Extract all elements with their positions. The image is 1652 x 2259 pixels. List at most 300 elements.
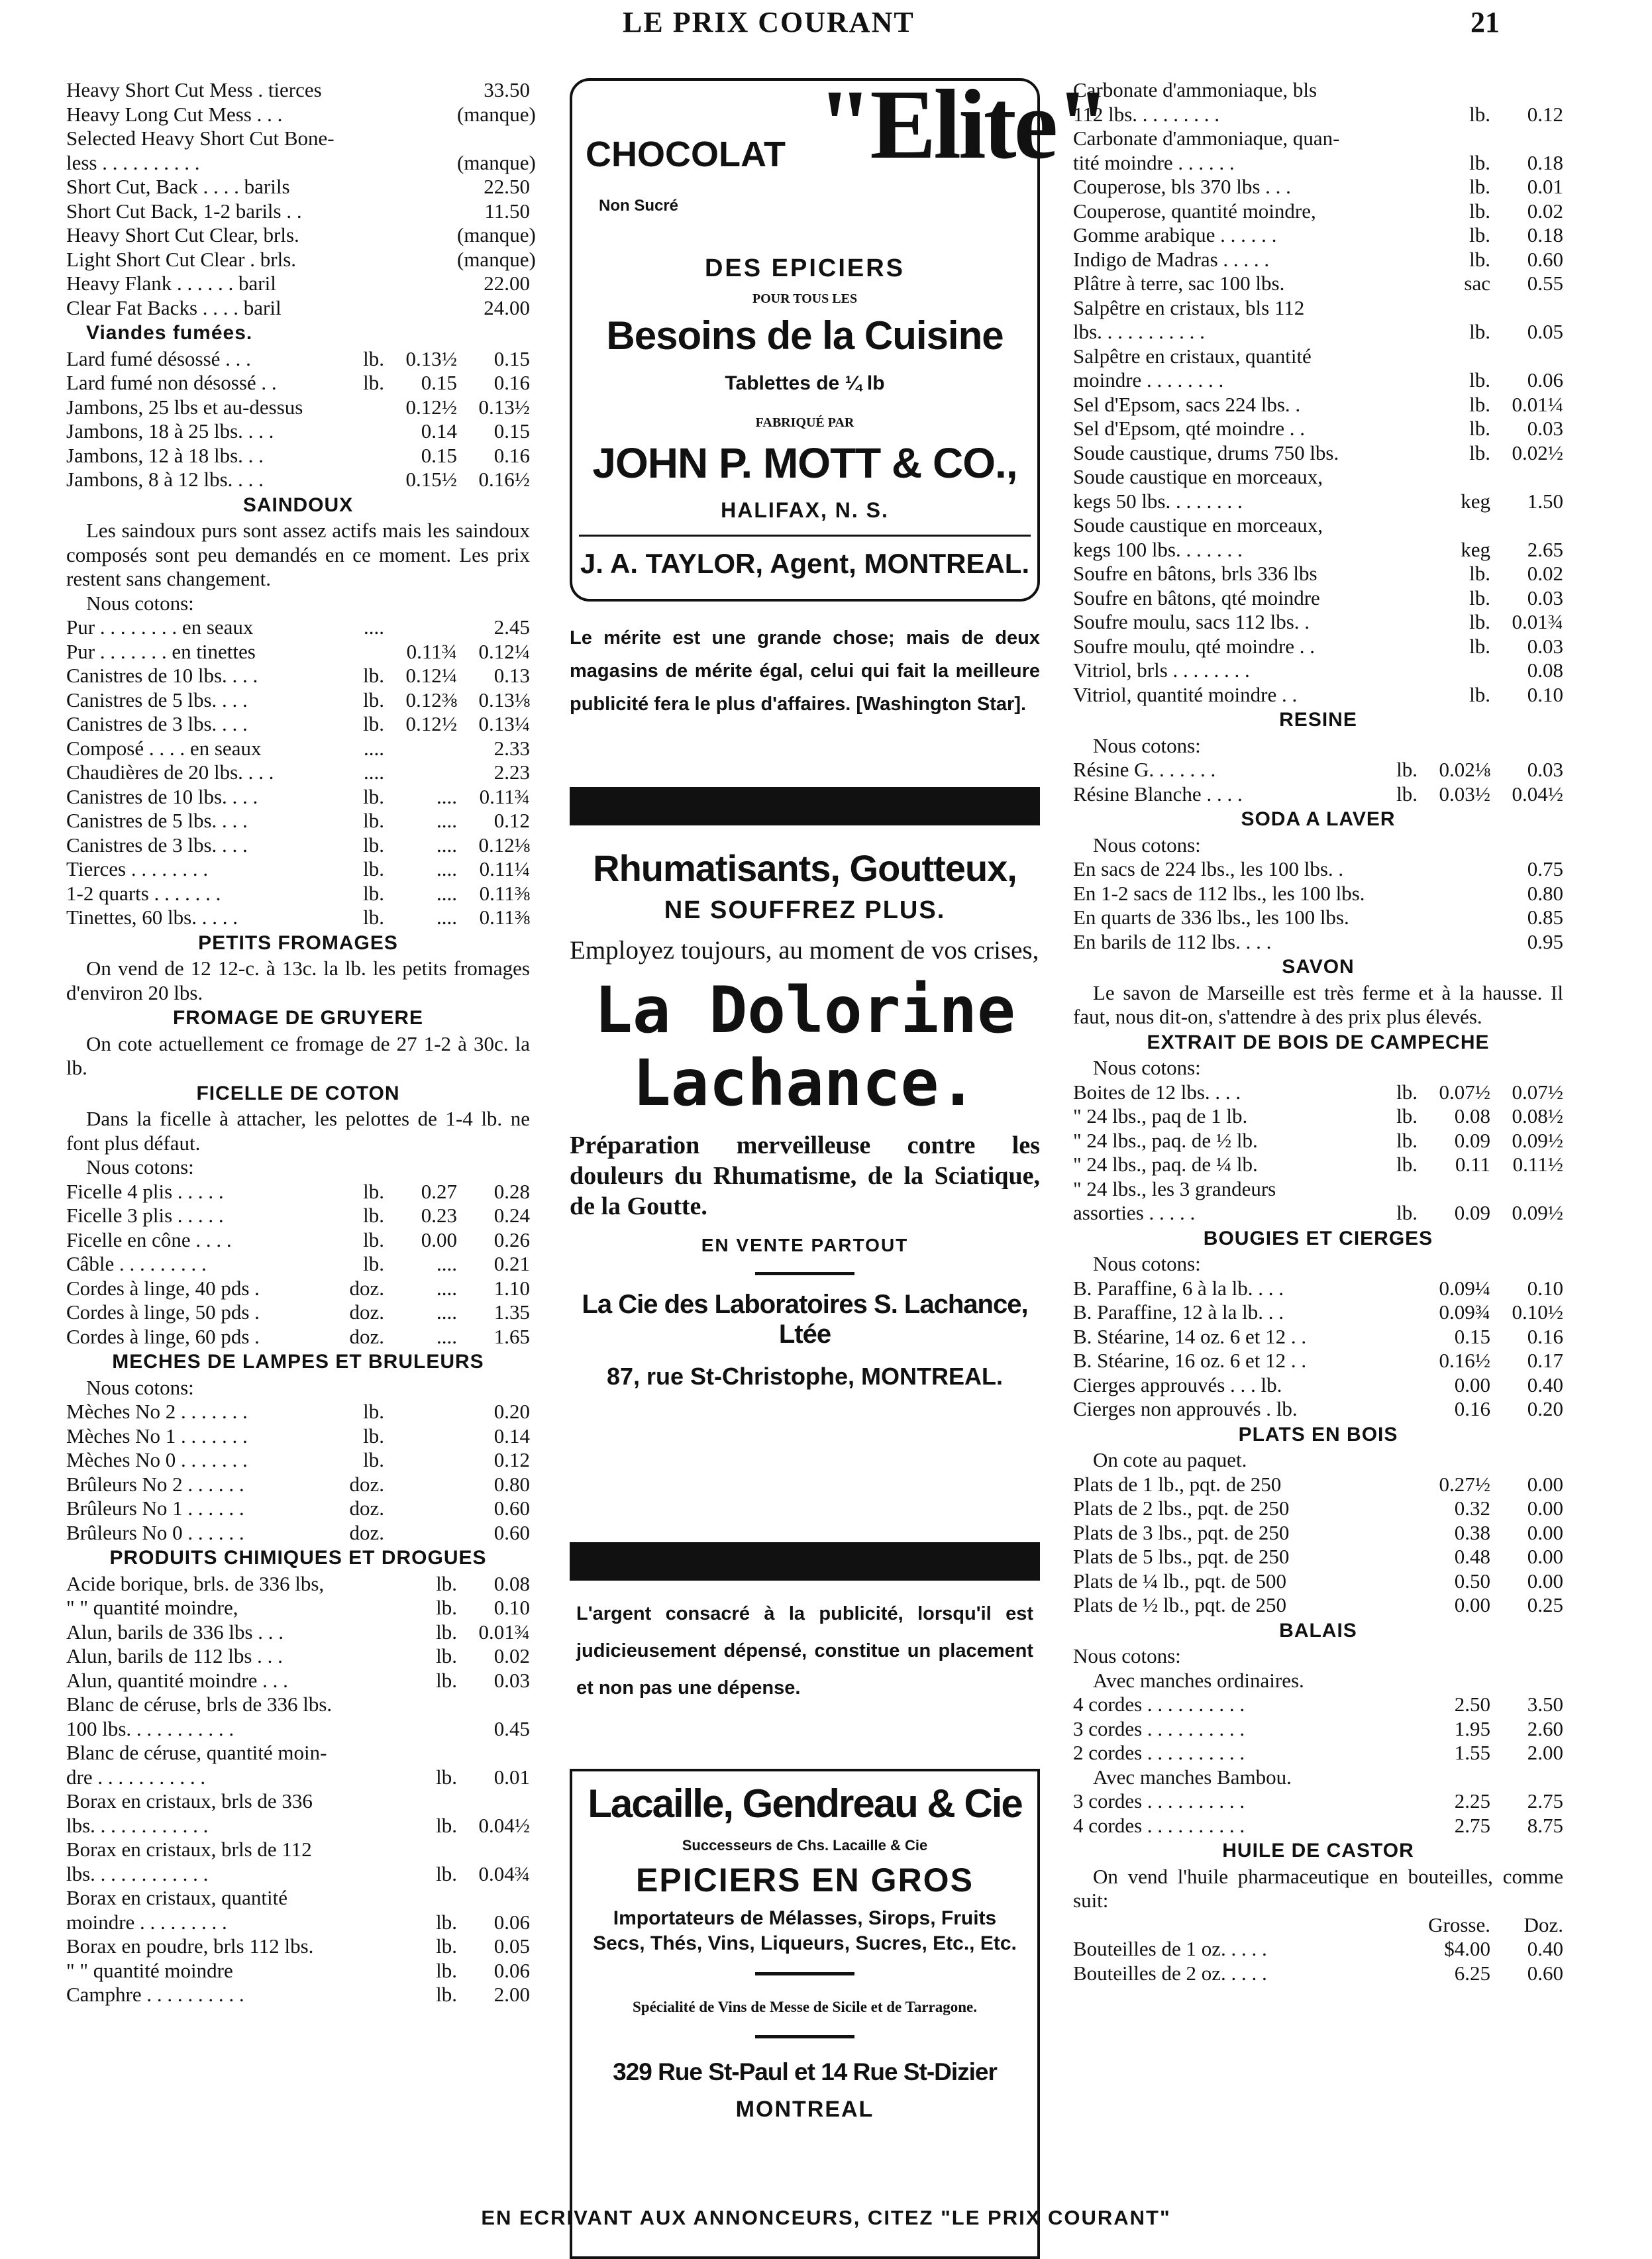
divider <box>755 2035 854 2038</box>
meches-list <box>66 1400 530 1545</box>
cell-n: En 1-2 sacs de 112 lbs., les 100 lbs. <box>1073 881 1365 905</box>
col-head: Grosse. <box>1428 1913 1490 1936</box>
cell-w: 0.16 <box>493 443 530 467</box>
cell-u: lb. <box>1469 175 1490 198</box>
cell-n: Canistres de 3 lbs. . . . <box>66 833 248 857</box>
cell-u: lb. <box>363 688 384 711</box>
cell-u: lb. <box>363 881 384 905</box>
cell-n: Selected Heavy Short Cut Bone- <box>66 127 335 150</box>
viandes-list <box>66 347 530 492</box>
cell-v: 1.50 <box>1527 489 1563 513</box>
cell-n: Lard fumé non désossé . . <box>66 371 277 394</box>
cell-n: Soufre en bâtons, qté moindre <box>1073 586 1320 609</box>
list-item <box>66 444 530 468</box>
cell-u: lb. <box>436 1862 457 1885</box>
list-item <box>66 1838 530 1862</box>
list-item <box>1073 758 1563 782</box>
cell-w: 0.16 <box>1527 1324 1563 1348</box>
cell-n: 100 lbs. . . . . . . . . . . <box>66 1716 234 1740</box>
cell-w: 8.75 <box>1527 1813 1563 1837</box>
list-item <box>66 102 536 127</box>
cell-v <box>384 272 457 296</box>
cell-n: Résine Blanche . . . . <box>1073 782 1243 806</box>
cell-u: lb. <box>1469 223 1490 246</box>
cell-v: 0.03½ <box>1439 782 1490 806</box>
ad-text: DES EPICIERS <box>704 254 905 282</box>
cell-u: lb. <box>1469 610 1490 633</box>
list-item <box>1073 906 1563 930</box>
list-item <box>1073 1325 1563 1349</box>
cell-n: 1-2 quarts . . . . . . . <box>66 881 221 905</box>
nous-cotons: Nous cotons: <box>86 1155 194 1179</box>
cell-v: 0.02 <box>1527 199 1563 223</box>
quote-argent: L'argent consacré à la publicité, lorsqu'il est judicieusement dépensé, constitue un placement et non pas une dépense. <box>576 1603 1033 1699</box>
list-item <box>1073 151 1563 176</box>
list-item <box>1073 1545 1563 1569</box>
cell-n: Canistres de 10 lbs. . . . <box>66 664 258 687</box>
cell-n: Alun, quantité moindre . . . <box>66 1668 288 1692</box>
list-item <box>1073 1104 1563 1129</box>
cell-v <box>1490 78 1563 103</box>
cell-u <box>318 395 384 420</box>
ficelle-list <box>66 1180 530 1349</box>
section-title: PETITS FROMAGES <box>198 931 398 954</box>
cell-v <box>384 223 457 248</box>
cell-v: 1.95 <box>1454 1716 1490 1740</box>
cell-u: lb. <box>1396 1104 1418 1128</box>
section-title: RESINE <box>1279 709 1357 731</box>
cell-n: Plats de 3 lbs., pqt. de 250 <box>1073 1520 1290 1544</box>
paragraph: Dans la ficelle à attacher, les pelottes de 1-4 lb. ne font plus défaut. <box>66 1107 530 1155</box>
cell-w <box>457 127 530 151</box>
cell-v: 0.01¾ <box>1512 610 1563 633</box>
cell-n: Salpêtre en cristaux, bls 112 <box>1073 295 1305 319</box>
nous-cotons: Nous cotons: <box>1073 1644 1181 1667</box>
cell-u: lb. <box>1469 102 1490 126</box>
cell-u: lb. <box>436 1644 457 1667</box>
cell-w: 0.06 <box>493 1958 530 1982</box>
cell-n: Acide borique, brls. de 336 lbs, <box>66 1571 325 1595</box>
ad-text: 329 Rue St-Paul et 14 Rue St-Dizier <box>613 2058 997 2085</box>
cell-u: lb. <box>363 857 384 880</box>
cell-u <box>1424 465 1490 490</box>
list-item <box>66 761 530 785</box>
cell-n: Plats de ½ lb., pqt. de 250 <box>1073 1593 1287 1616</box>
cell-n: Borax en cristaux, quantité <box>66 1886 288 1909</box>
cell-n: 3 cordes . . . . . . . . . . <box>1073 1789 1245 1812</box>
cell-v: 0.12½ <box>405 395 457 419</box>
cell-u: lb. <box>1469 392 1490 416</box>
cell-w: 0.12¼ <box>478 639 530 663</box>
cell-n: Mèches No 1 . . . . . . . <box>66 1424 248 1447</box>
cell-w: 0.45 <box>493 1716 530 1740</box>
divider <box>755 1972 854 1975</box>
list-item <box>66 712 530 737</box>
cell-n: kegs 100 lbs. . . . . . . <box>1073 537 1243 561</box>
cell-n: Plats de ¼ lb., pqt. de 500 <box>1073 1569 1287 1593</box>
list-item <box>1073 658 1563 683</box>
cell-u: lb. <box>1396 1080 1418 1104</box>
list-item <box>1073 1373 1563 1398</box>
cell-v <box>1490 296 1563 321</box>
cell-n: Boites de 12 lbs. . . . <box>1073 1080 1241 1104</box>
cell-v: .... <box>437 1252 457 1275</box>
cell-n: Pur . . . . . . . en tinettes <box>66 639 256 663</box>
cell-v: 0.15 <box>1454 1324 1490 1348</box>
cell-u: doz. <box>349 1324 384 1348</box>
resine-list <box>1073 758 1563 806</box>
list-item <box>1073 635 1563 659</box>
cell-v: 0.02½ <box>1512 441 1563 464</box>
divider <box>755 1272 854 1275</box>
cell-v: 0.16 <box>1454 1397 1490 1420</box>
ad-text: J. A. TAYLOR, Agent, MONTREAL. <box>580 548 1030 579</box>
cell-n: Chaudières de 20 lbs. . . . <box>66 761 274 784</box>
list-item <box>66 468 530 492</box>
ad-text: JOHN P. MOTT & CO., <box>592 439 1017 487</box>
cell-w: 0.05 <box>493 1934 530 1958</box>
cell-n: moindre . . . . . . . . . <box>66 1910 227 1934</box>
list-item <box>66 737 530 761</box>
cell-v: 0.01 <box>1527 175 1563 198</box>
list-item <box>66 1669 530 1693</box>
cell-w: 0.11⅜ <box>479 881 530 905</box>
cell-w: 0.08 <box>493 1571 530 1595</box>
cell-u: lb. <box>1396 1201 1418 1224</box>
cell-v: 0.00 <box>421 1228 457 1251</box>
list-item <box>1073 513 1563 538</box>
cell-u <box>1351 1177 1418 1202</box>
cell-n: Soude caustique, drums 750 lbs. <box>1073 441 1339 464</box>
cell-w: 0.03 <box>1527 758 1563 781</box>
ad-text: Tablettes de ¼ lb <box>725 372 885 394</box>
cell-w: 0.12 <box>493 809 530 832</box>
cell-n: 4 cordes . . . . . . . . . . <box>1073 1693 1245 1716</box>
cell-u: lb. <box>363 1204 384 1227</box>
list-item <box>66 1644 530 1669</box>
cell-v <box>384 1497 457 1521</box>
cell-u: lb. <box>436 1983 457 2006</box>
cell-n: B. Paraffine, 6 à la lb. . . . <box>1073 1276 1284 1300</box>
cell-u: lb. <box>1469 199 1490 223</box>
cell-u: lb. <box>363 1400 384 1423</box>
cell-u: lb. <box>1469 417 1490 440</box>
list-item <box>66 785 530 810</box>
cell-v: 0.00 <box>1454 1373 1490 1396</box>
cell-u: lb. <box>1396 782 1418 806</box>
cell-n: Soude caustique en morceaux, <box>1073 465 1323 488</box>
cell-n: tité moindre . . . . . . <box>1073 150 1235 174</box>
cell-n: Bouteilles de 1 oz. . . . . <box>1073 1937 1267 1960</box>
ad-text: EPICIERS EN GROS <box>636 1862 974 1899</box>
cell-v: .... <box>437 1324 457 1348</box>
cell-w: 0.01¾ <box>478 1620 530 1644</box>
cell-n: " 24 lbs., les 3 grandeurs <box>1073 1177 1276 1200</box>
cell-v: 0.07½ <box>1439 1080 1490 1104</box>
list-item <box>66 1180 530 1204</box>
cell-n: Ficelle en cône . . . . <box>66 1228 232 1251</box>
list-item <box>1073 1814 1563 1838</box>
cell-n: Cordes à linge, 50 pds . <box>66 1300 260 1324</box>
list-item <box>66 247 536 272</box>
list-item <box>1073 1741 1563 1765</box>
cell-n: Composé . . . . en seaux <box>66 736 262 760</box>
list-item <box>66 1934 530 1959</box>
cell-u <box>318 444 384 468</box>
cell-w <box>457 1693 530 1717</box>
cell-n: Bouteilles de 2 oz. . . . . <box>1073 1961 1267 1985</box>
cell-u: lb. <box>1469 441 1490 464</box>
cell-w <box>457 1886 530 1911</box>
cell-n: Alun, barils de 112 lbs . . . <box>66 1644 283 1667</box>
cell-w <box>457 1789 530 1814</box>
cell-w: (manque) <box>457 150 536 174</box>
cell-n: Salpêtre en cristaux, quantité <box>1073 344 1312 368</box>
cell-u <box>391 1717 457 1742</box>
section-title: EXTRAIT DE BOIS DE CAMPECHE <box>1147 1031 1490 1053</box>
cell-w: (manque) <box>457 102 536 126</box>
list-item <box>1073 199 1563 224</box>
cell-w: 0.15 <box>493 419 530 443</box>
cell-u <box>391 1693 457 1717</box>
cell-u <box>1424 513 1490 538</box>
cell-u: lb. <box>363 371 384 394</box>
subheading: Avec manches Bambou. <box>1093 1765 1292 1789</box>
ad-text: Rhumatisants, Goutteux, <box>593 847 1017 889</box>
ad-text: La Dolorine <box>594 973 1015 1047</box>
cell-u: lb. <box>1469 562 1490 585</box>
cell-w: 0.80 <box>493 1472 530 1496</box>
ad-text: Préparation merveilleuse contre les douleurs du Rhumatisme, de la Sciatique, de la Goutte. <box>570 1131 1040 1220</box>
list-item <box>66 1300 530 1325</box>
nous-cotons: Nous cotons: <box>1093 733 1201 757</box>
cell-w: 0.10 <box>493 1596 530 1619</box>
list-item <box>66 1228 530 1253</box>
cell-n: Plats de 5 lbs., pqt. de 250 <box>1073 1545 1290 1568</box>
section-title: BOUGIES ET CIERGES <box>1203 1227 1433 1249</box>
cell-u: lb. <box>363 1228 384 1251</box>
cell-v: 0.06 <box>1527 368 1563 392</box>
cell-u: lb. <box>436 1571 457 1595</box>
cell-u <box>391 1741 457 1765</box>
cell-n: Soufre moulu, qté moindre . . <box>1073 634 1316 658</box>
section-title: Viandes fumées. <box>86 322 253 344</box>
cell-n: B. Stéarine, 14 oz. 6 et 12 . . <box>1073 1324 1307 1348</box>
cell-w: 0.04½ <box>478 1813 530 1837</box>
list-item <box>1073 127 1563 151</box>
nous-cotons: Nous cotons: <box>1093 1252 1201 1275</box>
chem-list <box>1073 78 1563 707</box>
list-item <box>1073 248 1563 272</box>
section-title: SAINDOUX <box>242 494 354 516</box>
cell-n: Plâtre à terre, sac 100 lbs. <box>1073 272 1285 295</box>
cell-w: 0.60 <box>1527 1961 1563 1985</box>
cell-v: 0.15 <box>421 443 457 467</box>
list-item <box>66 1424 530 1449</box>
ad-text: EN VENTE PARTOUT <box>701 1235 909 1255</box>
cell-w <box>1490 1177 1563 1202</box>
cell-w: 0.02 <box>493 1644 530 1667</box>
cell-v <box>384 127 457 151</box>
cell-u: lb. <box>1469 247 1490 271</box>
cell-v: 0.23 <box>421 1204 457 1227</box>
cell-w: 2.75 <box>1527 1789 1563 1812</box>
ad-text: Spécialité de Vins de Messe de Sicile et de Tarragone. <box>632 1999 977 2015</box>
list-item <box>66 1521 530 1546</box>
cell-n: B. Paraffine, 12 à la lb. . . <box>1073 1300 1284 1324</box>
cell-n: kegs 50 lbs. . . . . . . . <box>1073 489 1243 513</box>
list-item <box>66 1448 530 1473</box>
cell-u: lb. <box>436 1910 457 1934</box>
cell-w: 0.25 <box>1527 1593 1563 1616</box>
ad-text: Lachance. <box>632 1046 978 1120</box>
cell-v: 2.75 <box>1454 1813 1490 1837</box>
cell-n: Mèches No 2 . . . . . . . <box>66 1400 248 1423</box>
list-item <box>66 272 530 296</box>
cell-n: Heavy Short Cut Mess . tierces <box>66 78 322 101</box>
list-item <box>1073 1693 1563 1717</box>
cell-v: 0.60 <box>1527 247 1563 271</box>
cell-v: 0.02 <box>1527 562 1563 585</box>
cell-v <box>384 1473 457 1497</box>
cell-w: 0.60 <box>493 1497 530 1520</box>
list-item <box>1073 1937 1563 1962</box>
cell-v: $4.00 <box>1444 1937 1490 1960</box>
cell-v: .... <box>437 881 457 905</box>
ad-text: Successeurs de Chs. Lacaille & Cie <box>682 1837 928 1854</box>
cell-u <box>318 640 384 664</box>
list-item <box>66 688 530 713</box>
cell-w: 2.33 <box>493 736 530 760</box>
cell-w: 0.21 <box>493 1252 530 1275</box>
cell-w: 0.09½ <box>1512 1201 1563 1224</box>
cell-n: lbs. . . . . . . . . . . <box>1073 320 1205 343</box>
cell-w: (manque) <box>457 223 536 246</box>
list-item <box>66 833 530 858</box>
list-item <box>66 882 530 906</box>
list-item <box>1073 223 1563 248</box>
cell-n: En sacs de 224 lbs., les 100 lbs. . <box>1073 857 1344 880</box>
cell-v: 0.55 <box>1527 272 1563 295</box>
cell-w: 0.11¾ <box>479 784 530 808</box>
cell-w: 0.00 <box>1527 1520 1563 1544</box>
cell-v <box>384 737 457 761</box>
extrait-list <box>1073 1080 1563 1226</box>
cell-u: lb. <box>1469 634 1490 658</box>
cell-n: Canistres de 5 lbs. . . . <box>66 688 248 711</box>
cell-n: assorties . . . . . <box>1073 1201 1196 1224</box>
cell-v <box>1418 1177 1490 1202</box>
cell-n: Jambons, 12 à 18 lbs. . . <box>66 443 264 467</box>
cell-n: Couperose, quantité moindre, <box>1073 199 1316 223</box>
list-item <box>1073 1497 1563 1521</box>
list-item <box>1073 1153 1563 1177</box>
list-item <box>1073 78 1563 103</box>
cell-w: 0.85 <box>1527 906 1563 929</box>
cell-w: 2.00 <box>1527 1741 1563 1764</box>
cell-w: 0.04½ <box>1512 782 1563 806</box>
list-item <box>66 1693 530 1717</box>
cell-w: 0.13 <box>493 664 530 687</box>
cell-v: 0.14 <box>421 419 457 443</box>
cell-v: 0.18 <box>1527 223 1563 246</box>
saindoux-list <box>66 615 530 930</box>
list-item <box>1073 1300 1563 1325</box>
list-item <box>66 199 530 224</box>
cell-n: Vitriol, brls . . . . . . . . <box>1073 658 1250 682</box>
list-item <box>1073 320 1563 344</box>
cell-v <box>384 1400 457 1424</box>
cell-n: Sel d'Epsom, qté moindre . . <box>1073 417 1305 440</box>
cell-n: B. Stéarine, 16 oz. 6 et 12 . . <box>1073 1349 1307 1372</box>
cell-u: lb. <box>1469 368 1490 392</box>
cell-v: 0.13½ <box>405 346 457 370</box>
cell-v: .... <box>437 1300 457 1324</box>
list-item <box>66 150 536 176</box>
cell-n: Short Cut Back, 1-2 barils . . <box>66 199 302 223</box>
cell-u: .... <box>364 736 384 760</box>
cell-v: .... <box>437 784 457 808</box>
nous-cotons: Nous cotons: <box>1093 833 1201 857</box>
journal-title: LE PRIX COURANT <box>623 6 915 38</box>
cell-v <box>1490 513 1563 538</box>
list-item <box>66 1886 530 1911</box>
section-title: BALAIS <box>1279 1619 1357 1642</box>
bougies-list <box>1073 1277 1563 1422</box>
cell-u <box>391 1838 457 1862</box>
cell-n: lbs. . . . . . . . . . . . <box>66 1813 209 1837</box>
paragraph: On vend l'huile pharmaceutique en bouteilles, comme suit: <box>1073 1864 1563 1912</box>
list-item <box>66 371 530 395</box>
cell-v: 0.00 <box>1454 1593 1490 1616</box>
list-item <box>66 1473 530 1497</box>
cell-n: Brûleurs No 2 . . . . . . <box>66 1472 244 1496</box>
cell-v <box>384 248 457 272</box>
cell-w: 0.00 <box>1527 1569 1563 1593</box>
cell-w: 0.01 <box>493 1765 530 1789</box>
cell-v: 0.11 <box>1455 1153 1490 1176</box>
list-item <box>66 395 530 420</box>
cell-u: lb. <box>436 1813 457 1837</box>
cell-n: " 24 lbs., paq. de ½ lb. <box>1073 1128 1258 1152</box>
list-item <box>1073 1473 1563 1497</box>
cell-n: 112 lbs. . . . . . . . . <box>1073 102 1220 126</box>
cell-v <box>1490 344 1563 369</box>
cell-n: Light Short Cut Clear . brls. <box>66 247 297 271</box>
list-item <box>1073 782 1563 807</box>
cell-n: Tierces . . . . . . . . <box>66 857 209 880</box>
cell-n: Mèches No 0 . . . . . . . <box>66 1448 248 1471</box>
section-title: SAVON <box>1282 956 1355 978</box>
list-item <box>1073 1717 1563 1742</box>
cell-w: 0.28 <box>493 1179 530 1203</box>
ad-text: MONTREAL <box>735 2097 874 2122</box>
cell-w: 0.26 <box>493 1228 530 1251</box>
cell-v: 2.25 <box>1454 1789 1490 1812</box>
list-item <box>1073 857 1563 882</box>
cell-v: 0.12¼ <box>405 664 457 687</box>
cell-w: 1.35 <box>493 1300 530 1324</box>
section-title: PLATS EN BOIS <box>1238 1423 1398 1445</box>
list-item <box>66 809 530 833</box>
list-item <box>66 1572 530 1597</box>
cell-v <box>1490 465 1563 490</box>
cell-v <box>384 175 457 199</box>
dolorine-ad <box>570 847 1040 1391</box>
paragraph: On vend de 12 12-c. à 13c. la lb. les petits fromages d'environ 20 lbs. <box>66 957 530 1004</box>
cell-u: lb. <box>363 809 384 832</box>
list-item <box>66 1717 530 1742</box>
